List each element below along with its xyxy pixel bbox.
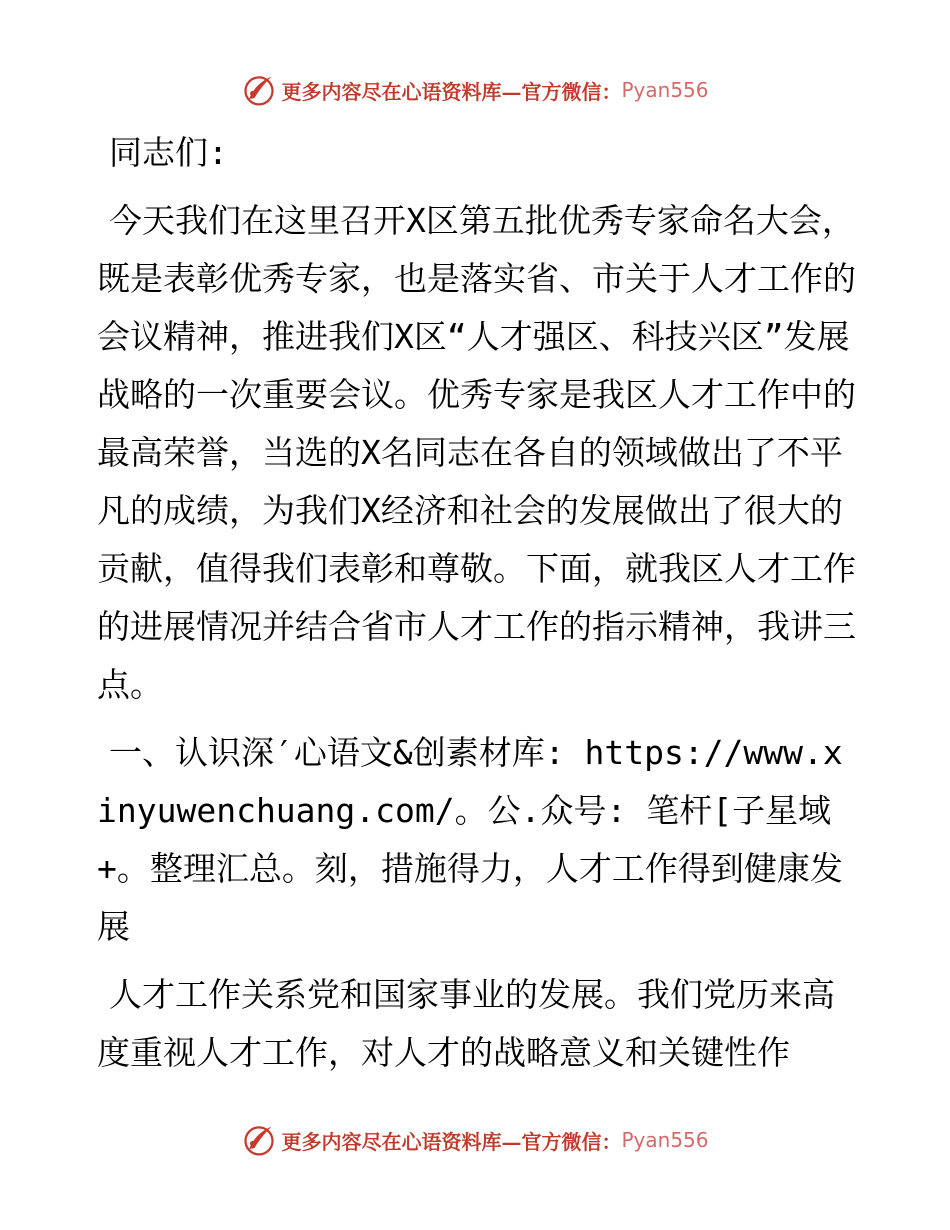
brush-circle-logo-icon <box>241 72 277 108</box>
paragraph-talent: 人才工作关系党和国家事业的发展。我们党历来高度重视人才工作，对人才的战略意义和关键性作 <box>97 975 835 1072</box>
document-body <box>97 124 857 1092</box>
banner-wechat-id: Pyan556 <box>621 1128 709 1152</box>
banner-text: 更多内容尽在心语资料库—官方微信： <box>281 79 622 104</box>
header-watermark-banner <box>0 70 950 110</box>
footer-watermark-banner <box>0 1120 950 1160</box>
greeting: 同志们: <box>109 133 228 172</box>
banner-text: 更多内容尽在心语资料库—官方微信： <box>281 1129 622 1154</box>
paragraph-section-one: 一、认识深′心语文&创素材库: https://www.xinyuwenchuang.com/。公.众号: 笔杆[子星域+。整理汇总。刻，措施得力，人才工作得到健康发展 <box>97 733 843 946</box>
brush-circle-logo-icon <box>241 1122 277 1158</box>
banner-wechat-id: Pyan556 <box>621 78 709 102</box>
paragraph-intro: 今天我们在这里召开X区第五批优秀专家命名大会，既是表彰优秀专家，也是落实省、市关于人才工作的会议精神，推进我们X区“人才强区、科技兴区”发展战略的一次重要会议。优秀专家是我区人才工作中的最高荣誉，当选的X名同志在各自的领域做出了不平凡的成绩，为我们X经济和社会的发展做出了很大的贡献，值得我们表彰和尊敬。下面，就我区人才工作的进展情况并结合省市人才工作的指示精神，我讲三点。 <box>97 201 856 704</box>
